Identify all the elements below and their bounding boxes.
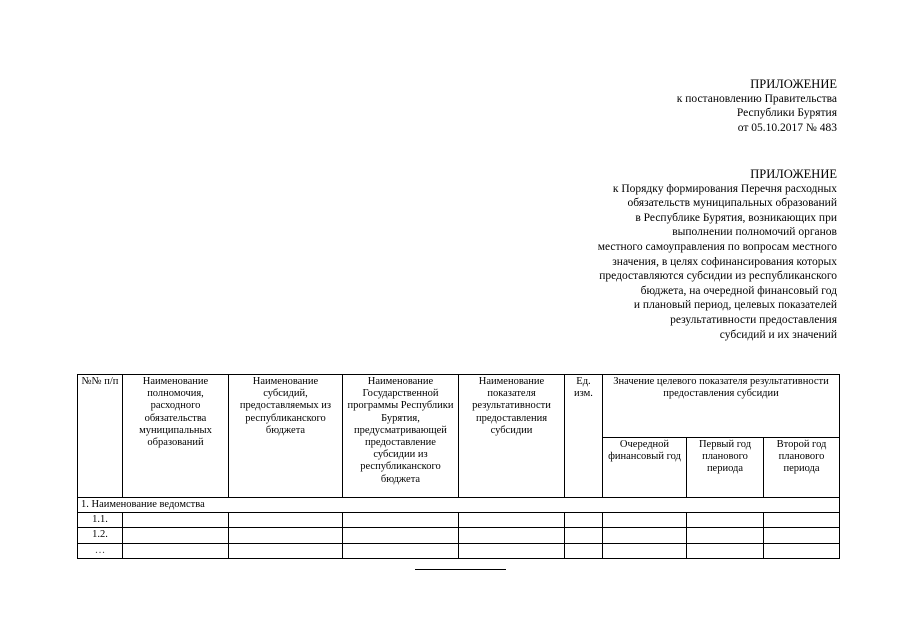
appendix-line: субсидий и их значений bbox=[719, 328, 837, 341]
appendix-line: предоставляются субсидии из республиканского bbox=[599, 270, 837, 283]
table-cell bbox=[459, 528, 565, 543]
table-cell bbox=[123, 513, 229, 528]
table-row bbox=[78, 528, 840, 543]
table-row bbox=[78, 513, 840, 528]
appendix-header-resolution bbox=[677, 77, 837, 135]
header-value-group: Значение целевого показателя результативности предоставления субсидии bbox=[603, 375, 840, 438]
header-year-second: Второй год планового периода bbox=[764, 438, 840, 498]
table-cell bbox=[565, 528, 603, 543]
table-cell bbox=[229, 528, 343, 543]
table-cell bbox=[343, 513, 459, 528]
table-cell bbox=[687, 513, 764, 528]
row-number: 1.2. bbox=[78, 528, 123, 543]
appendix-line: Республики Бурятия bbox=[736, 107, 837, 120]
header-num: №№ п/п bbox=[78, 375, 123, 498]
table-cell bbox=[123, 543, 229, 558]
table-cell bbox=[687, 528, 764, 543]
table-cell bbox=[764, 543, 840, 558]
table-cell bbox=[764, 528, 840, 543]
appendix-line: к Порядку формирования Перечня расходных bbox=[612, 182, 837, 195]
row-number: … bbox=[78, 543, 123, 558]
appendix-title: ПРИЛОЖЕНИЕ bbox=[750, 77, 837, 91]
appendix-line: значения, в целях софинансирования которых bbox=[612, 255, 837, 268]
appendix-title: ПРИЛОЖЕНИЕ bbox=[750, 167, 837, 181]
appendix-line: обязательств муниципальных образований bbox=[627, 197, 837, 210]
header-year-current: Очередной финансовый год bbox=[603, 438, 687, 498]
section-label: 1. Наименование ведомства bbox=[78, 498, 840, 513]
appendix-line: и плановый период, целевых показателей bbox=[633, 299, 837, 312]
table-cell bbox=[459, 543, 565, 558]
appendix-line: к постановлению Правительства bbox=[676, 92, 837, 105]
appendix-line: в Республике Бурятия, возникающих при bbox=[635, 211, 837, 224]
appendix-header-order bbox=[598, 167, 837, 342]
table-cell bbox=[603, 513, 687, 528]
appendix-line: выполнении полномочий органов bbox=[672, 226, 837, 239]
table-cell bbox=[565, 513, 603, 528]
header-indicator: Наименование показателя результативности предоставления субсидии bbox=[459, 375, 565, 498]
table-cell bbox=[123, 528, 229, 543]
table-cell bbox=[603, 528, 687, 543]
appendix-line: от 05.10.2017 № 483 bbox=[737, 121, 837, 134]
table-cell bbox=[764, 513, 840, 528]
row-number: 1.1. bbox=[78, 513, 123, 528]
table-cell bbox=[229, 513, 343, 528]
header-year-first: Первый год планового периода bbox=[687, 438, 764, 498]
header-subsidy: Наименование субсидий, предоставляемых из республиканского бюджета bbox=[229, 375, 343, 498]
appendix-line: бюджета, на очередной финансовый год bbox=[640, 284, 837, 297]
table-row bbox=[78, 543, 840, 558]
table-cell bbox=[565, 543, 603, 558]
table-cell bbox=[343, 528, 459, 543]
section-row bbox=[78, 498, 840, 513]
table-cell bbox=[229, 543, 343, 558]
header-authority: Наименование полномочия, расходного обязательства муниципальных образований bbox=[123, 375, 229, 498]
table-cell bbox=[603, 543, 687, 558]
appendix-line: результативности предоставления bbox=[670, 313, 837, 326]
indicators-table bbox=[77, 374, 840, 559]
header-program: Наименование Государственной программы Республики Бурятия, предусматривающей предоставление субсидии из республиканского бюджета bbox=[343, 375, 459, 498]
table-cell bbox=[687, 543, 764, 558]
appendix-line: местного самоуправления по вопросам местного bbox=[597, 240, 837, 253]
table-cell bbox=[459, 513, 565, 528]
footer-divider bbox=[415, 569, 506, 570]
header-unit: Ед. изм. bbox=[565, 375, 603, 498]
table-cell bbox=[343, 543, 459, 558]
